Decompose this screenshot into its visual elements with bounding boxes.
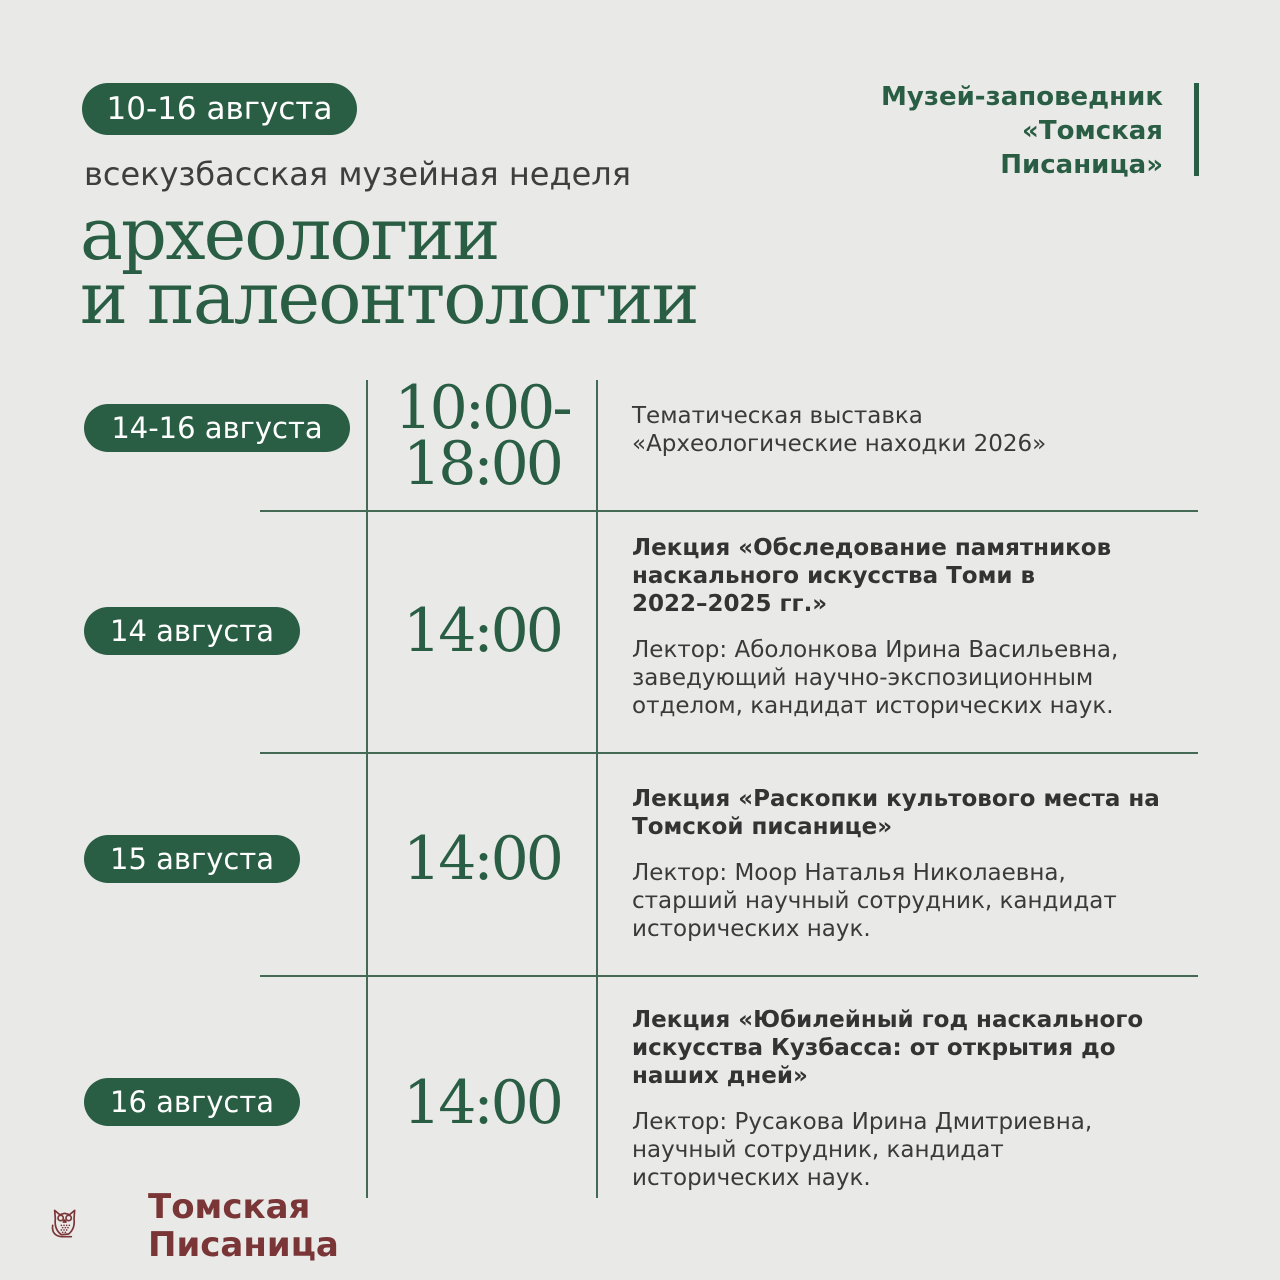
event-title-line1: археологии [80, 192, 499, 276]
lecture-title-line: 2022–2025 гг.» [632, 591, 828, 617]
lecturer-line: Лектор: Русакова Ирина Дмитриевна, [632, 1109, 1093, 1135]
lecture-title [632, 534, 1202, 618]
schedule-date-badge: 14 августа [84, 607, 300, 655]
schedule-time: 14:00 [403, 1068, 561, 1138]
lecture-title-line: Лекция «Обследование памятников [632, 535, 1112, 561]
lecture-title [632, 1006, 1202, 1090]
row-separator [260, 975, 1198, 977]
schedule-date-badge: 16 августа [84, 1078, 300, 1126]
schedule-time: 14:00 [403, 824, 561, 894]
lecturer-line: исторических наук. [632, 916, 871, 942]
lecture-title [632, 785, 1202, 841]
schedule-time [368, 373, 596, 499]
lecturer-line: Лектор: Аболонкова Ирина Васильевна, [632, 637, 1119, 663]
lecturer-line: старший научный сотрудник, кандидат [632, 888, 1117, 914]
lecturer-line: заведующий научно-экспозиционным [632, 665, 1094, 691]
schedule-event [632, 402, 1202, 458]
lecturer-line: научный сотрудник, кандидат [632, 1137, 1004, 1163]
logo-line: Писаница [148, 1225, 339, 1265]
lecture-title-line: Томской писанице» [632, 814, 893, 840]
event-title-line2: и палеонтологии [80, 256, 698, 340]
schedule-event [632, 785, 1202, 943]
lecturer-line: отделом, кандидат исторических наук. [632, 693, 1114, 719]
lecture-title-line: наскального искусства Томи в [632, 563, 1036, 589]
event-subtitle: всекузбасская музейная неделя [84, 155, 631, 193]
lecture-title-line: искусства Кузбасса: от открытия до [632, 1035, 1116, 1061]
time-line: 18:00 [403, 429, 561, 499]
row-separator [260, 752, 1198, 754]
schedule-time: 14:00 [403, 596, 561, 666]
date-range-badge: 10-16 августа [82, 83, 357, 135]
schedule-date-badge: 14-16 августа [84, 404, 350, 452]
lecture-title-line: Лекция «Раскопки культового места на [632, 786, 1160, 812]
museum-name-line: Музей-заповедник [881, 82, 1163, 112]
schedule-date-badge: 15 августа [84, 835, 300, 883]
schedule-divider-right [596, 380, 598, 1198]
lecturer-line: исторических наук. [632, 1165, 871, 1191]
logo-wordmark [148, 1188, 339, 1264]
event-line: «Археологические находки 2026» [632, 431, 1047, 457]
lecturer-line: Лектор: Моор Наталья Николаевна, [632, 860, 1066, 886]
museum-name [881, 80, 1163, 182]
museum-name-line: Писаница» [1000, 150, 1163, 180]
schedule-event [632, 1006, 1202, 1192]
lecturer-info [632, 636, 1202, 720]
owl-icon [48, 1172, 148, 1272]
lecture-title-line: наших дней» [632, 1063, 808, 1089]
museum-name-line: «Томская [1022, 116, 1163, 146]
time-line: 10:00- [394, 373, 570, 443]
lecturer-info [632, 1108, 1202, 1192]
lecturer-info [632, 859, 1202, 943]
row-separator [260, 510, 1198, 512]
museum-name-divider [1194, 83, 1199, 176]
logo-line: Томская [148, 1187, 311, 1227]
lecture-title-line: Лекция «Юбилейный год наскального [632, 1007, 1144, 1033]
event-line: Тематическая выставка [632, 403, 923, 429]
schedule-event [632, 534, 1202, 720]
